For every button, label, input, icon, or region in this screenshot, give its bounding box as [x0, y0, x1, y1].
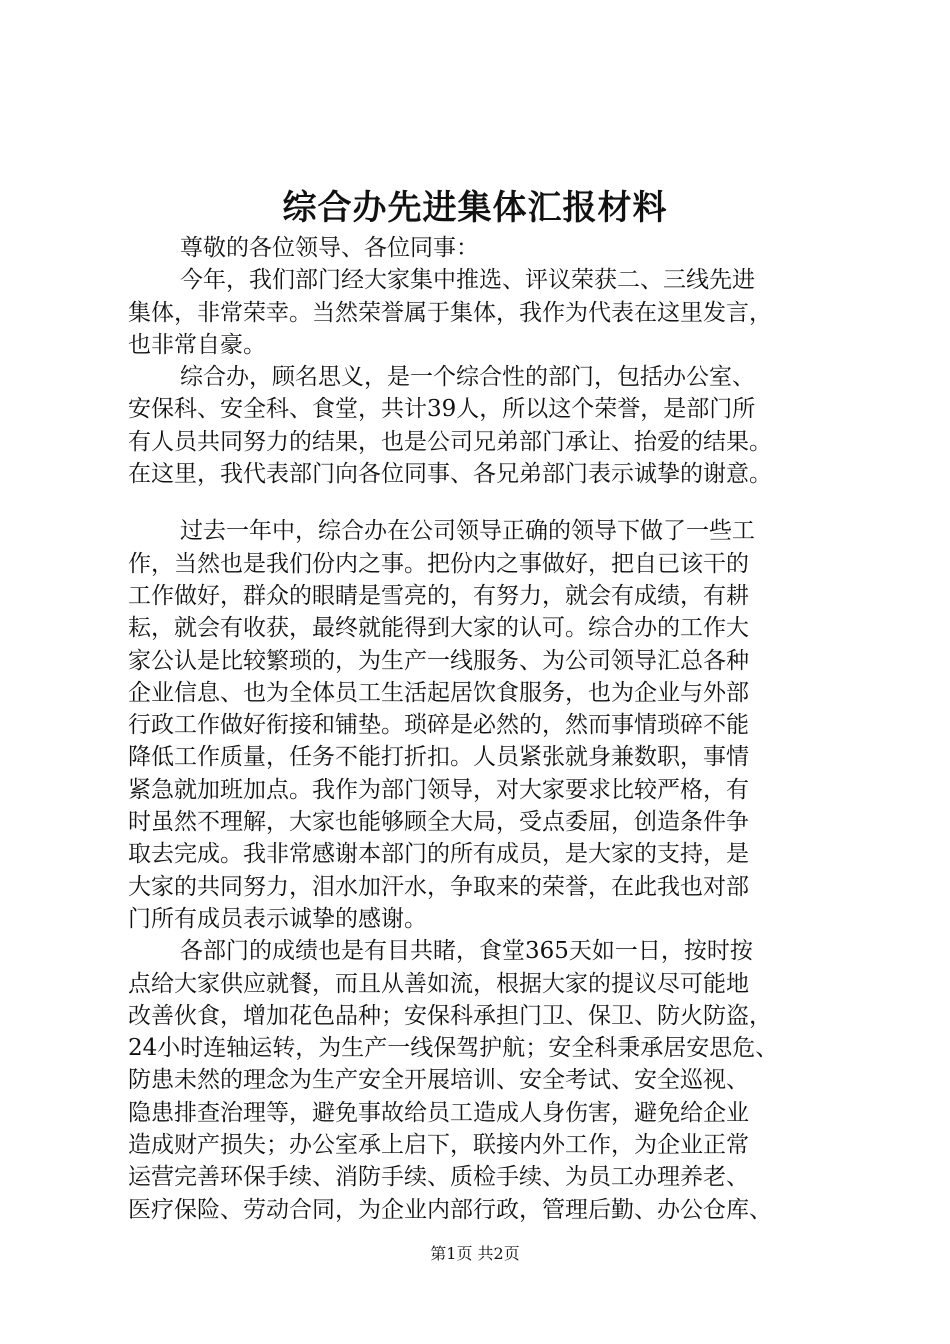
text-line: 门所有成员表示诚挚的感谢。 — [128, 905, 427, 932]
text-line: 紧急就加班加点。我作为部门领导，对大家要求比较严格，有 — [128, 776, 749, 803]
text-line: 防患未然的理念为生产安全开展培训、安全考试、安全巡视、 — [128, 1067, 749, 1094]
text-line: 点给大家供应就餐，而且从善如流，根据大家的提议尽可能地 — [128, 970, 749, 997]
text-line: 也非常自豪。 — [128, 331, 266, 358]
text-line: 家公认是比较繁琐的，为生产一线服务、为公司领导汇总各种 — [128, 647, 749, 674]
text-line: 有人员共同努力的结果，也是公司兄弟部门承让、抬爱的结果。 — [128, 428, 772, 455]
text-line: 时虽然不理解，大家也能够顾全大局，受点委屈，创造条件争 — [128, 809, 749, 836]
text-line: 今年，我们部门经大家集中推选、评议荣获二、三线先进 — [180, 267, 755, 294]
text-line: 降低工作质量，任务不能打折扣。人员紧张就身兼数职，事情 — [128, 744, 749, 771]
text-line: 企业信息、也为全体员工生活起居饮食服务，也为企业与外部 — [128, 679, 749, 706]
text-line: 安保科、安全科、食堂，共计39人，所以这个荣誉，是部门所 — [128, 396, 756, 423]
text-line: 尊敬的各位领导、各位同事： — [180, 235, 479, 261]
text-line: 行政工作做好衔接和铺垫。琐碎是必然的，然而事情琐碎不能 — [128, 712, 749, 739]
text-line: 集体，非常荣幸。当然荣誉属于集体，我作为代表在这里发言， — [128, 299, 772, 326]
text-line: 医疗保险、劳动合同，为企业内部行政，管理后勤、办公仓库、 — [128, 1196, 772, 1223]
document-title: 综合办先进集体汇报材料 — [282, 188, 668, 228]
text-line: 改善伙食，增加花色品种；安保科承担门卫、保卫、防火防盗， — [128, 1002, 772, 1029]
text-line: 工作做好，群众的眼睛是雪亮的，有努力，就会有成绩，有耕 — [128, 582, 749, 609]
paragraph-spacer — [128, 490, 848, 515]
text-line: 24小时连轴运转，为生产一线保驾护航；安全科秉承居安思危、 — [128, 1035, 779, 1062]
text-line: 大家的共同努力，泪水加汗水，争取来的荣誉，在此我也对部 — [128, 873, 749, 900]
text-line: 各部门的成绩也是有目共睹，食堂365天如一日，按时按 — [180, 938, 753, 965]
text-line: 过去一年中，综合办在公司领导正确的领导下做了一些工 — [180, 518, 755, 545]
text-line: 取去完成。我非常感谢本部门的所有成员，是大家的支持，是 — [128, 841, 749, 868]
text-line: 隐患排查治理等，避免事故给员工造成人身伤害，避免给企业 — [128, 1099, 749, 1126]
text-line: 在这里，我代表部门向各位同事、各兄弟部门表示诚挚的谢意。 — [128, 461, 772, 488]
text-line: 作，当然也是我们份内之事。把份内之事做好，把自已该干的 — [128, 550, 749, 577]
text-line: 造成财产损失；办公室承上启下，联接内外工作，为企业正常 — [128, 1132, 749, 1159]
text-line: 综合办，顾名思义，是一个综合性的部门，包括办公室、 — [180, 364, 755, 391]
text-line: 耘，就会有收获，最终就能得到大家的认可。综合办的工作大 — [128, 615, 749, 642]
document-body — [128, 232, 848, 1226]
text-line: 运营完善环保手续、消防手续、质检手续、为员工办理养老、 — [128, 1164, 749, 1191]
page-number: 第1页 共2页 — [430, 1244, 520, 1263]
